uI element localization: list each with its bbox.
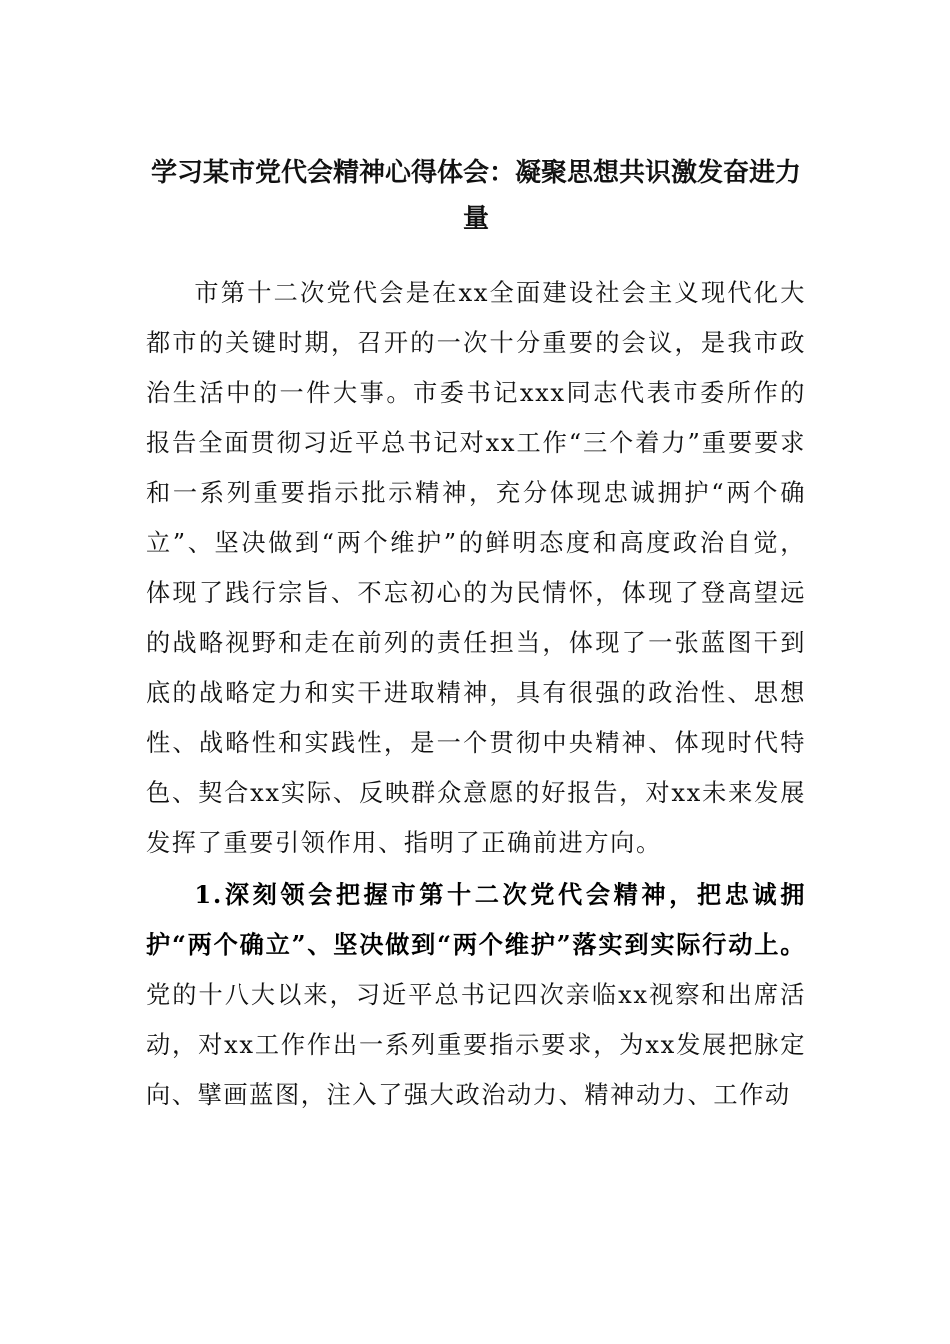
intro-paragraph: 市第十二次党代会是在xx全面建设社会主义现代化大都市的关键时期，召开的一次十分重要的会议，是我市政治生活中的一件大事。市委书记xxx同志代表市委所作的报告全面贯彻习近平总书记对xx工作“三个着力”重要要求和一系列重要指示批示精神，充分体现忠诚拥护“两个确立”、坚决做到“两个维护”的鲜明态度和高度政治自觉，体现了践行宗旨、不忘初心的为民情怀，体现了登高望远的战略视野和走在前列的责任担当，体现了一张蓝图干到底的战略定力和实干进取精神，具有很强的政治性、思想性、战略性和实践性，是一个贯彻中央精神、体现时代特色、契合xx实际、反映群众意愿的好报告，对xx未来发展发挥了重要引领作用、指明了正确前进方向。 xyxy=(146,279,806,857)
section-1-body: 党的十八大以来，习近平总书记四次亲临xx视察和出席活动，对xx工作作出一系列重要指示要求，为xx发展把脉定向、擘画蓝图，注入了强大政治动力、精神动力、工作动 xyxy=(146,981,806,1109)
document-body xyxy=(146,150,806,1120)
section-1-paragraph xyxy=(146,870,806,1120)
section-1-heading: 1.深刻领会把握市第十二次党代会精神，把忠诚拥护“两个确立”、坚决做到“两个维护”落实到实际行动上。 xyxy=(146,880,806,959)
document-title: 学习某市党代会精神心得体会：凝聚思想共识激发奋进力量 xyxy=(150,158,801,234)
